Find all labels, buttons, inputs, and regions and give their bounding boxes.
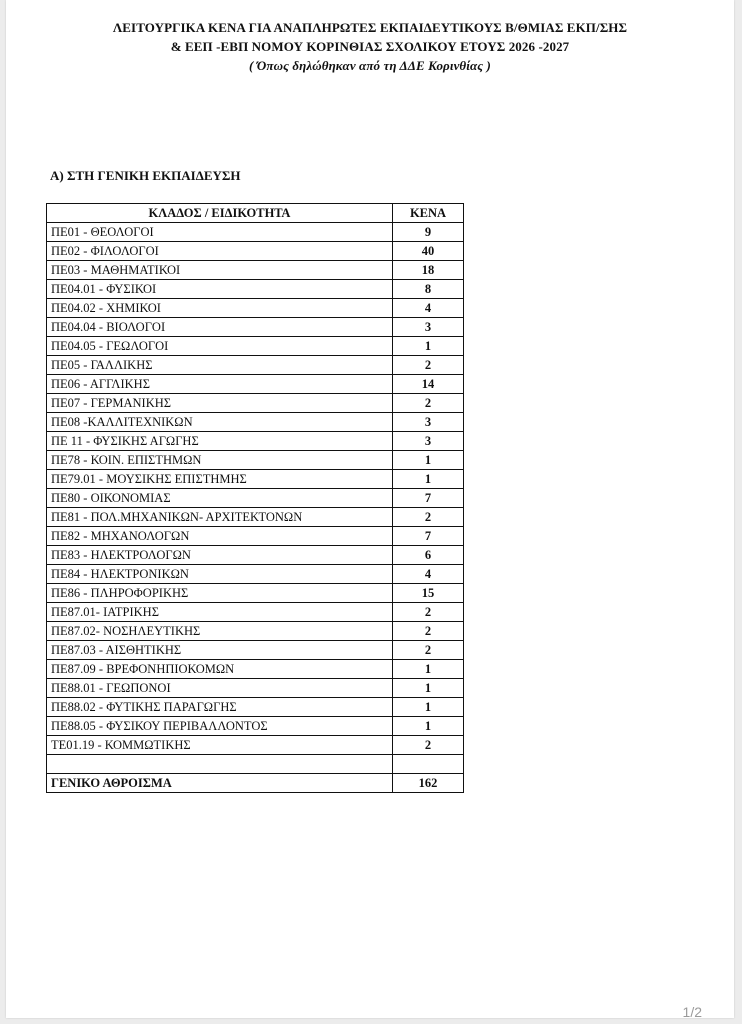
- vacancies-cell: 2: [393, 508, 464, 527]
- document-title: [6, 18, 734, 75]
- column-header-vacancies: ΚΕΝΑ: [393, 204, 464, 223]
- specialty-cell: ΠΕ88.05 - ΦΥΣΙΚΟΥ ΠΕΡΙΒΑΛΛΟΝΤΟΣ: [47, 717, 393, 736]
- specialty-cell: ΠΕ04.01 - ΦΥΣΙΚΟΙ: [47, 280, 393, 299]
- vacancies-cell: 40: [393, 242, 464, 261]
- specialty-cell: ΠΕ87.03 - ΑΙΣΘΗΤΙΚΗΣ: [47, 641, 393, 660]
- table-row: [47, 603, 464, 622]
- specialty-cell: ΠΕ87.09 - ΒΡΕΦΟΝΗΠΙΟΚΟΜΩΝ: [47, 660, 393, 679]
- specialty-cell: ΠΕ 11 - ΦΥΣΙΚΗΣ ΑΓΩΓΗΣ: [47, 432, 393, 451]
- vacancies-cell: 2: [393, 603, 464, 622]
- table-row: [47, 356, 464, 375]
- specialty-cell: ΠΕ87.01- ΙΑΤΡΙΚΗΣ: [47, 603, 393, 622]
- table-row: [47, 717, 464, 736]
- vacancies-cell: 3: [393, 318, 464, 337]
- specialty-cell: ΠΕ02 - ΦΙΛΟΛΟΓΟΙ: [47, 242, 393, 261]
- vacancies-cell: 4: [393, 565, 464, 584]
- specialty-cell: ΠΕ03 - ΜΑΘΗΜΑΤΙΚΟΙ: [47, 261, 393, 280]
- title-line-3: ( Όπως δηλώθηκαν από τη ΔΔΕ Κορινθίας ): [249, 58, 491, 73]
- document-page: [6, 0, 734, 1018]
- specialty-cell: ΠΕ01 - ΘΕΟΛΟΓΟΙ: [47, 223, 393, 242]
- vacancies-cell: 14: [393, 375, 464, 394]
- column-header-specialty: ΚΛΑΔΟΣ / ΕΙΔΙΚΟΤΗΤΑ: [47, 204, 393, 223]
- page-indicator: 1/2: [682, 1004, 702, 1020]
- specialty-cell: ΠΕ84 - ΗΛΕΚΤΡΟΝΙΚΩΝ: [47, 565, 393, 584]
- blank-row: [47, 755, 464, 774]
- vacancies-table: [46, 203, 464, 793]
- vacancies-cell: 1: [393, 337, 464, 356]
- specialty-cell: ΠΕ05 - ΓΑΛΛΙΚΗΣ: [47, 356, 393, 375]
- vacancies-cell: 7: [393, 527, 464, 546]
- table-row: [47, 641, 464, 660]
- title-line-2: & ΕΕΠ -ΕΒΠ ΝΟΜΟΥ ΚΟΡΙΝΘΙΑΣ ΣΧΟΛΙΚΟΥ ΕΤΟΥΣ 2026 -2027: [170, 39, 570, 54]
- specialty-cell: ΠΕ86 - ΠΛΗΡΟΦΟΡΙΚΗΣ: [47, 584, 393, 603]
- specialty-cell: ΠΕ82 - ΜΗΧΑΝΟΛΟΓΩΝ: [47, 527, 393, 546]
- specialty-cell: ΠΕ06 - ΑΓΓΛΙΚΗΣ: [47, 375, 393, 394]
- table-row: [47, 299, 464, 318]
- table-row: [47, 280, 464, 299]
- table-row: [47, 242, 464, 261]
- section-title: Α) ΣΤΗ ΓΕΝΙΚΗ ΕΚΠΑΙΔΕΥΣΗ: [50, 168, 241, 183]
- table-body: [47, 223, 464, 793]
- table-row: [47, 546, 464, 565]
- total-row: [47, 774, 464, 793]
- table-row: [47, 736, 464, 755]
- blank-cell: [393, 755, 464, 774]
- specialty-cell: ΠΕ08 -ΚΑΛΛΙΤΕΧΝΙΚΩΝ: [47, 413, 393, 432]
- vacancies-cell: 3: [393, 413, 464, 432]
- total-label: ΓΕΝΙΚΟ ΑΘΡΟΙΣΜΑ: [47, 774, 393, 793]
- specialty-cell: ΠΕ83 - ΗΛΕΚΤΡΟΛΟΓΩΝ: [47, 546, 393, 565]
- table-header-row: [47, 204, 464, 223]
- specialty-cell: ΠΕ04.02 - ΧΗΜΙΚΟΙ: [47, 299, 393, 318]
- table-row: [47, 508, 464, 527]
- table-row: [47, 394, 464, 413]
- specialty-cell: ΠΕ81 - ΠΟΛ.ΜΗΧΑΝΙΚΩΝ- ΑΡΧΙΤΕΚΤΟΝΩΝ: [47, 508, 393, 527]
- vacancies-cell: 2: [393, 356, 464, 375]
- table-row: [47, 375, 464, 394]
- vacancies-cell: 2: [393, 394, 464, 413]
- table-row: [47, 318, 464, 337]
- blank-cell: [47, 755, 393, 774]
- specialty-cell: ΠΕ04.05 - ΓΕΩΛΟΓΟΙ: [47, 337, 393, 356]
- table-row: [47, 622, 464, 641]
- vacancies-cell: 2: [393, 622, 464, 641]
- vacancies-cell: 1: [393, 698, 464, 717]
- table-row: [47, 489, 464, 508]
- table-row: [47, 261, 464, 280]
- vacancies-cell: 9: [393, 223, 464, 242]
- table-row: [47, 584, 464, 603]
- specialty-cell: ΠΕ04.04 - ΒΙΟΛΟΓΟΙ: [47, 318, 393, 337]
- table-row: [47, 413, 464, 432]
- specialty-cell: ΠΕ07 - ΓΕΡΜΑΝΙΚΗΣ: [47, 394, 393, 413]
- table-row: [47, 565, 464, 584]
- vacancies-cell: 1: [393, 679, 464, 698]
- vacancies-cell: 1: [393, 717, 464, 736]
- table-row: [47, 432, 464, 451]
- table-row: [47, 698, 464, 717]
- title-line-1: ΛΕΙΤΟΥΡΓΙΚΑ ΚΕΝΑ ΓΙΑ ΑΝΑΠΛΗΡΩΤΕΣ ΕΚΠΑΙΔΕΥΤΙΚΟΥΣ Β/ΘΜΙΑΣ ΕΚΠ/ΣΗΣ: [112, 20, 628, 35]
- vacancies-cell: 8: [393, 280, 464, 299]
- table-row: [47, 337, 464, 356]
- table-row: [47, 527, 464, 546]
- specialty-cell: ΠΕ88.02 - ΦΥΤΙΚΗΣ ΠΑΡΑΓΩΓΗΣ: [47, 698, 393, 717]
- table-row: [47, 660, 464, 679]
- vacancies-cell: 2: [393, 641, 464, 660]
- specialty-cell: ΤΕ01.19 - ΚΟΜΜΩΤΙΚΗΣ: [47, 736, 393, 755]
- vacancies-cell: 15: [393, 584, 464, 603]
- vacancies-cell: 1: [393, 660, 464, 679]
- specialty-cell: ΠΕ80 - ΟΙΚΟΝΟΜΙΑΣ: [47, 489, 393, 508]
- vacancies-cell: 4: [393, 299, 464, 318]
- specialty-cell: ΠΕ79.01 - ΜΟΥΣΙΚΗΣ ΕΠΙΣΤΗΜΗΣ: [47, 470, 393, 489]
- specialty-cell: ΠΕ78 - ΚΟΙΝ. ΕΠΙΣΤΗΜΩΝ: [47, 451, 393, 470]
- specialty-cell: ΠΕ87.02- ΝΟΣΗΛΕΥΤΙΚΗΣ: [47, 622, 393, 641]
- vacancies-cell: 2: [393, 736, 464, 755]
- total-value: 162: [393, 774, 464, 793]
- vacancies-cell: 18: [393, 261, 464, 280]
- table-row: [47, 451, 464, 470]
- specialty-cell: ΠΕ88.01 - ΓΕΩΠΟΝΟΙ: [47, 679, 393, 698]
- table-row: [47, 223, 464, 242]
- vacancies-cell: 7: [393, 489, 464, 508]
- vacancies-cell: 1: [393, 470, 464, 489]
- table-row: [47, 470, 464, 489]
- table-row: [47, 679, 464, 698]
- vacancies-cell: 3: [393, 432, 464, 451]
- vacancies-cell: 6: [393, 546, 464, 565]
- vacancies-cell: 1: [393, 451, 464, 470]
